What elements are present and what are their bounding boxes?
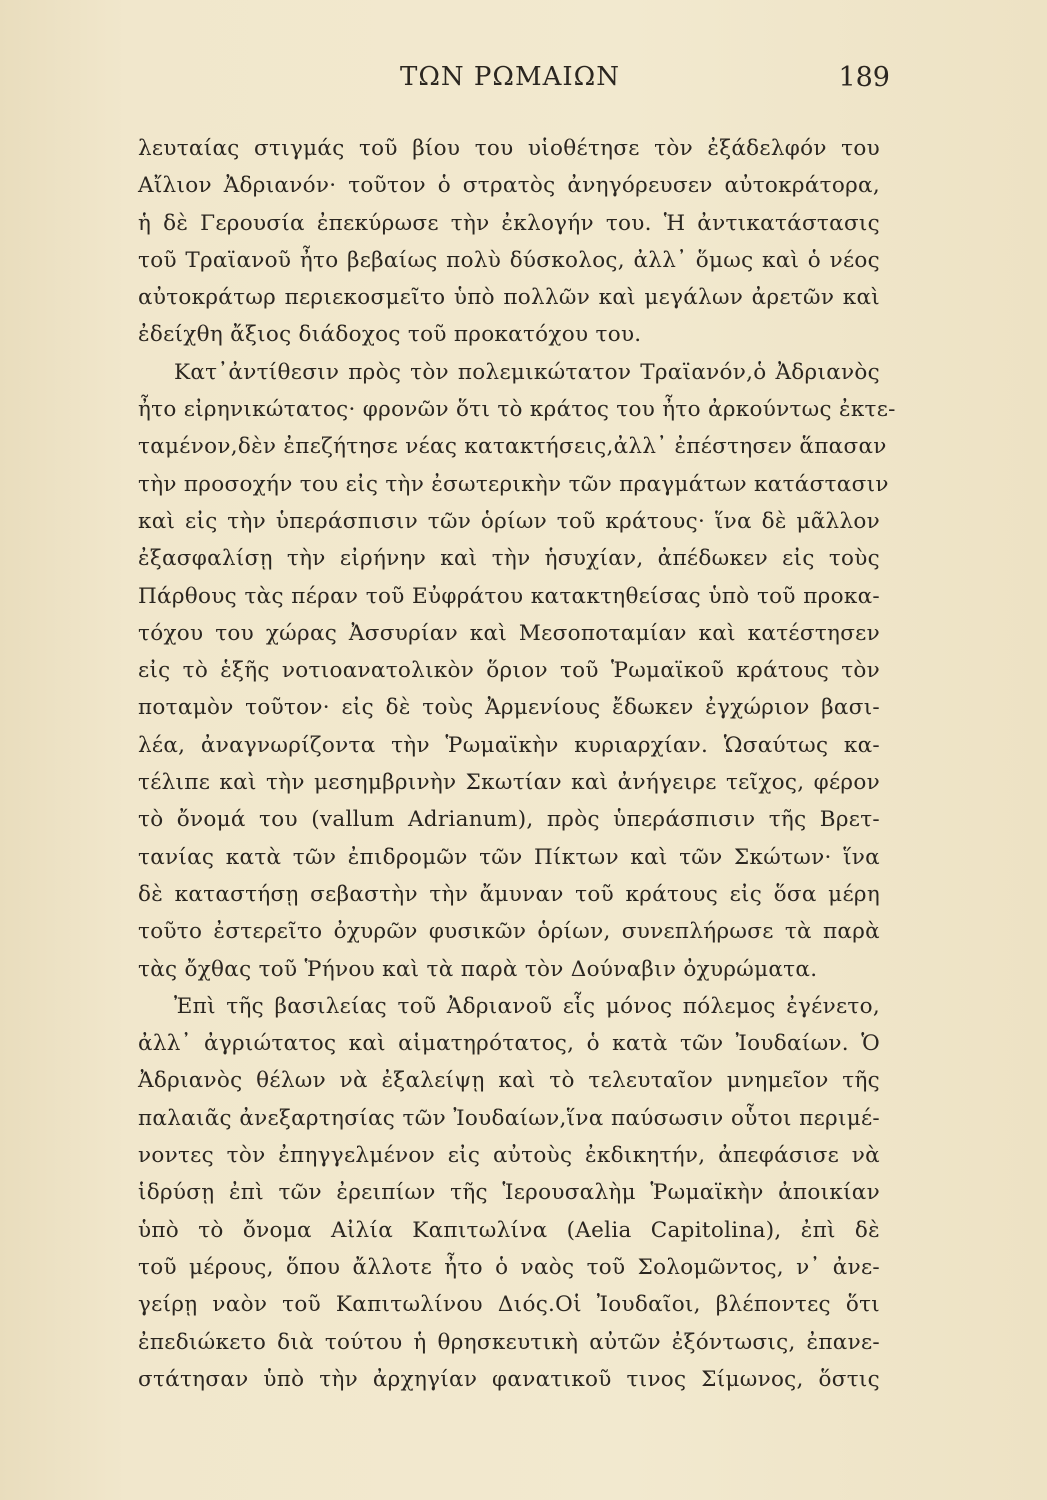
- text-line: λευταίας στιγμάς τοῦ βίου του υἱοθέτησε τὸν ἐξάδελφόν του: [138, 136, 880, 161]
- text-line: λέα, ἀναγνωρίζοντα τὴν Ῥωμαϊκὴν κυριαρχίαν. Ὡσαύτως κα-: [138, 732, 880, 758]
- running-head: [140, 62, 890, 102]
- text-line: Αἴλιον Ἀδριανόν· τοῦτον ὁ στρατὸς ἀνηγόρευσεν αὐτοκράτορα,: [138, 173, 880, 199]
- text-line: ἀλλ᾽ ἀγριώτατος καὶ αἱματηρότατος, ὁ κατὰ τῶν Ἰουδαίων. Ὁ: [138, 1031, 880, 1057]
- text-line: τοῦ μέρους, ὅπου ἄλλοτε ἦτο ὁ ναὸς τοῦ Σολομῶντος, ν᾽ ἀνε-: [138, 1254, 880, 1280]
- text-line: τανίας κατὰ τῶν ἐπιδρομῶν τῶν Πίκτων καὶ τῶν Σκώτων· ἵνα: [138, 844, 880, 870]
- body-text: [138, 130, 896, 1398]
- text-line: στάτησαν ὑπὸ τὴν ἀρχηγίαν φανατικοῦ τινος Σίμωνος, ὅστις: [138, 1366, 880, 1392]
- text-line: παλαιᾶς ἀνεξαρτησίας τῶν Ἰουδαίων,ἵνα παύσωσιν οὗτοι περιμέ-: [138, 1105, 880, 1131]
- text-line: Ἐπὶ τῆς βασιλείας τοῦ Ἀδριανοῦ εἷς μόνος πόλεμος ἐγένετο,: [174, 993, 880, 1019]
- text-line: γείρῃ ναὸν τοῦ Καπιτωλίνου Διός.Οἱ Ἰουδαῖοι, βλέποντες ὅτι: [138, 1292, 880, 1318]
- text-line: τὸ ὄνομά του (vallum Adrianum), πρὸς ὑπεράσπισιν τῆς Βρετ-: [138, 807, 880, 833]
- text-line: δὲ καταστήσῃ σεβαστὴν τὴν ἄμυναν τοῦ κράτους εἰς ὅσα μέρη: [138, 881, 880, 907]
- text-line: ταμένον,δὲν ἐπεζήτησε νέας κατακτήσεις,ἀλλ᾽ ἐπέστησεν ἅπασαν: [138, 434, 887, 460]
- text-line: ποταμὸν τοῦτον· εἰς δὲ τοὺς Ἀρμενίους ἔδωκεν ἐγχώριον βασι-: [138, 695, 880, 721]
- text-line: ἱδρύσῃ ἐπὶ τῶν ἐρειπίων τῆς Ἱερουσαλὴμ Ῥωμαϊκὴν ἀποικίαν: [138, 1180, 880, 1206]
- text-line: εἰς τὸ ἑξῆς νοτιοανατολικὸν ὅριον τοῦ Ῥωμαϊκοῦ κράτους τὸν: [138, 658, 880, 684]
- text-line: νοντες τὸν ἐπηγγελμένον εἰς αὐτοὺς ἐκδικητήν, ἀπεφάσισε νὰ: [138, 1143, 880, 1169]
- text-line: τὴν προσοχήν του εἰς τὴν ἐσωτερικὴν τῶν πραγμάτων κατάστασιν: [138, 471, 889, 497]
- text-line: καὶ εἰς τὴν ὑπεράσπισιν τῶν ὁρίων τοῦ κράτους· ἵνα δὲ μᾶλλον: [138, 508, 880, 534]
- page-number: 189: [838, 62, 890, 93]
- text-line: τοῦ Τραϊανοῦ ἦτο βεβαίως πολὺ δύσκολος, ἀλλ᾽ ὅμως καὶ ὁ νέος: [138, 247, 880, 273]
- text-line: αὐτοκράτωρ περιεκοσμεῖτο ὑπὸ πολλῶν καὶ μεγάλων ἀρετῶν καὶ: [138, 285, 880, 311]
- text-line: Ἀδριανὸς θέλων νὰ ἐξαλείψῃ καὶ τὸ τελευταῖον μνημεῖον τῆς: [138, 1068, 880, 1094]
- text-line: ἐδείχθη ἄξιος διάδοχος τοῦ προκατόχου του.: [138, 322, 642, 348]
- text-line: τοῦτο ἐστερεῖτο ὀχυρῶν φυσικῶν ὁρίων, συνεπλήρωσε τὰ παρὰ: [138, 919, 880, 945]
- text-line: τὰς ὄχθας τοῦ Ῥήνου καὶ τὰ παρὰ τὸν Δούναβιν ὀχυρώματα.: [138, 956, 818, 982]
- text-line: ἦτο εἰρηνικώτατος· φρονῶν ὅτι τὸ κράτος του ἦτο ἀρκούντως ἐκτε-: [138, 397, 896, 423]
- running-title: ΤΩΝ ΡΩΜΑΙΩΝ: [400, 62, 620, 92]
- text-line: ὑπὸ τὸ ὄνομα Αἰλία Καπιτωλίνα (Aelia Capitolina), ἐπὶ δὲ: [138, 1217, 880, 1243]
- text-line: τέλιπε καὶ τὴν μεσημβρινὴν Σκωτίαν καὶ ἀνήγειρε τεῖχος, φέρον: [138, 770, 880, 796]
- text-line: ἐπεδιώκετο διὰ τούτου ἡ θρησκευτικὴ αὐτῶν ἐξόντωσις, ἐπανε-: [138, 1329, 880, 1355]
- text-line: ἡ δὲ Γερουσία ἐπεκύρωσε τὴν ἐκλογήν του. Ἡ ἀντικατάστασις: [138, 210, 880, 236]
- text-line: ἐξασφαλίσῃ τὴν εἰρήνην καὶ τὴν ἡσυχίαν, ἀπέδωκεν εἰς τοὺς: [138, 546, 880, 572]
- text-line: Πάρθους τὰς πέραν τοῦ Εὐφράτου κατακτηθείσας ὑπὸ τοῦ προκα-: [138, 583, 880, 609]
- text-line: Κατ᾽ἀντίθεσιν πρὸς τὸν πολεμικώτατον Τραϊανόν,ὁ Ἀδριανὸς: [174, 359, 880, 385]
- text-line: τόχου του χώρας Ἀσσυρίαν καὶ Μεσοποταμίαν καὶ κατέστησεν: [138, 620, 880, 646]
